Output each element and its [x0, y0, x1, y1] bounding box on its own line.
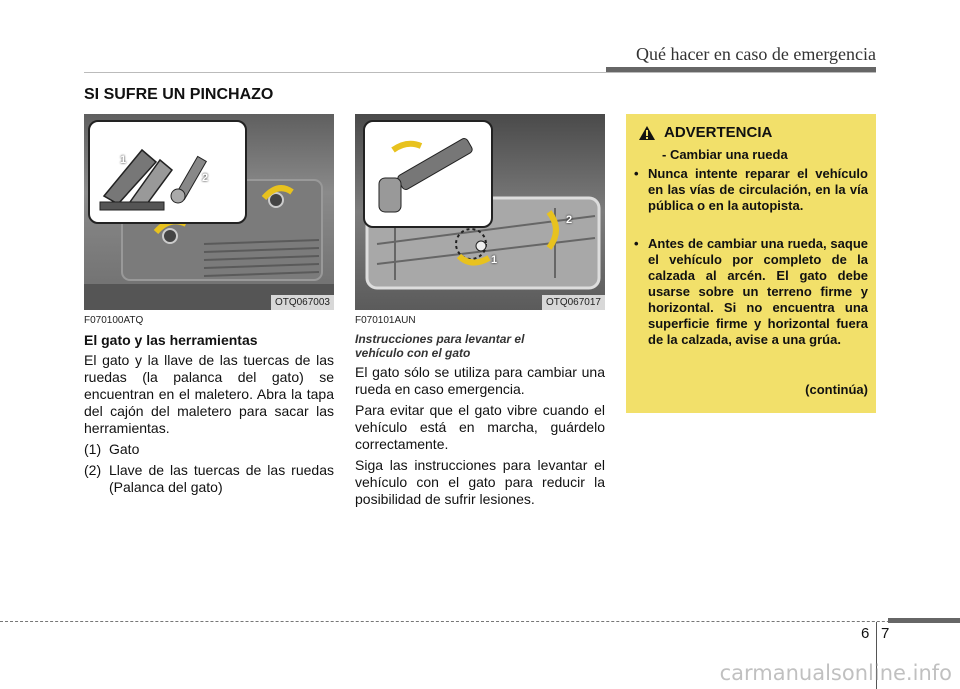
tools-inset [88, 120, 247, 224]
body-paragraph: El gato sólo se utiliza para cambiar una rueda en caso emergencia. [355, 364, 605, 397]
section-code: F070101AUN [355, 315, 416, 326]
body-paragraph: Para evitar que el gato vibre cuando el vehículo está en marcha, guárdelo correctamente. [355, 402, 605, 452]
image-caption: OTQ067003 [271, 295, 334, 310]
header-title: Qué hacer en caso de emergencia [635, 44, 876, 64]
warning-title: ADVERTENCIA [664, 124, 773, 141]
subsection-heading: Instrucciones para levantar el vehículo con el gato [355, 332, 525, 360]
warning-triangle-icon [638, 125, 656, 141]
body-paragraph: Siga las instrucciones para levantar el vehículo con el gato para reducir la posibilidad de sufrir lesiones. [355, 457, 605, 507]
section-title: SI SUFRE UN PINCHAZO [84, 86, 274, 103]
list-item [84, 462, 334, 496]
callout-wrench-turn: 1 [491, 254, 498, 266]
page-number: 7 [881, 625, 890, 642]
watermark: carmanualsonline.info [719, 661, 952, 685]
footer-rule [0, 621, 960, 622]
wrench-inset [363, 120, 493, 228]
warning-bullet-text: Nunca intente reparar el vehículo en las vías de circulación, en la vía pública o en la autopista. [648, 166, 868, 213]
section-number: 6 [861, 625, 870, 642]
warning-title-row [638, 124, 772, 141]
callout-jack-lift: 2 [566, 214, 573, 226]
warning-bullet-text: Antes de cambiar una rueda, saque el vehículo por completo de la calzada al arcén. El gato debe usarse sobre un terreno firme y horizontal. Si no encuentra una superficie firme y horizontal fuera de la calzada, avise a una grúa. [648, 236, 868, 347]
header-rule-thin [84, 72, 876, 73]
body-paragraph: El gato y la llave de las tuercas de las ruedas (la palanca del gato) se encuentran en el maletero. Abra la tapa del cajón del maletero para sacar las herramientas. [84, 352, 334, 436]
image-caption: OTQ067017 [542, 295, 605, 310]
list-item-number: (2) [84, 462, 102, 478]
warning-continued: (continúa) [805, 382, 868, 397]
middle-text-column [355, 315, 605, 508]
list-item [84, 441, 334, 458]
jack-and-wrench-illustration [90, 122, 245, 222]
warning-bullet: • Antes de cambiar una rueda, saque el vehículo por completo de la calzada al arcén. El gato debe usarse sobre un terreno firme y horizontal. Si no encuentra una superficie firme y horizontal fuera de la calzada, avise a una grúa. [634, 236, 868, 347]
section-code: F070100ATQ [84, 315, 144, 326]
warning-bullet: • Nunca intente reparar el vehículo en las vías de circulación, en la vía pública o en la autopista. [634, 166, 868, 213]
callout-wrench: 2 [202, 172, 209, 184]
warning-subtitle: - Cambiar una rueda [662, 147, 788, 162]
list-item-number: (1) [84, 441, 102, 457]
warning-box [626, 114, 876, 413]
footer-rule-bar [888, 618, 960, 623]
callout-jack: 1 [120, 154, 127, 166]
list-item-text: Gato [109, 441, 140, 457]
wrench-handle-illustration [365, 122, 491, 226]
left-text-column [84, 315, 334, 496]
jack-storage-photo [355, 114, 605, 310]
subsection-heading: El gato y las herramientas [84, 332, 258, 348]
list-item-text: Llave de las tuercas de las ruedas (Palanca del gato) [109, 462, 334, 495]
trunk-tools-photo [84, 114, 334, 310]
